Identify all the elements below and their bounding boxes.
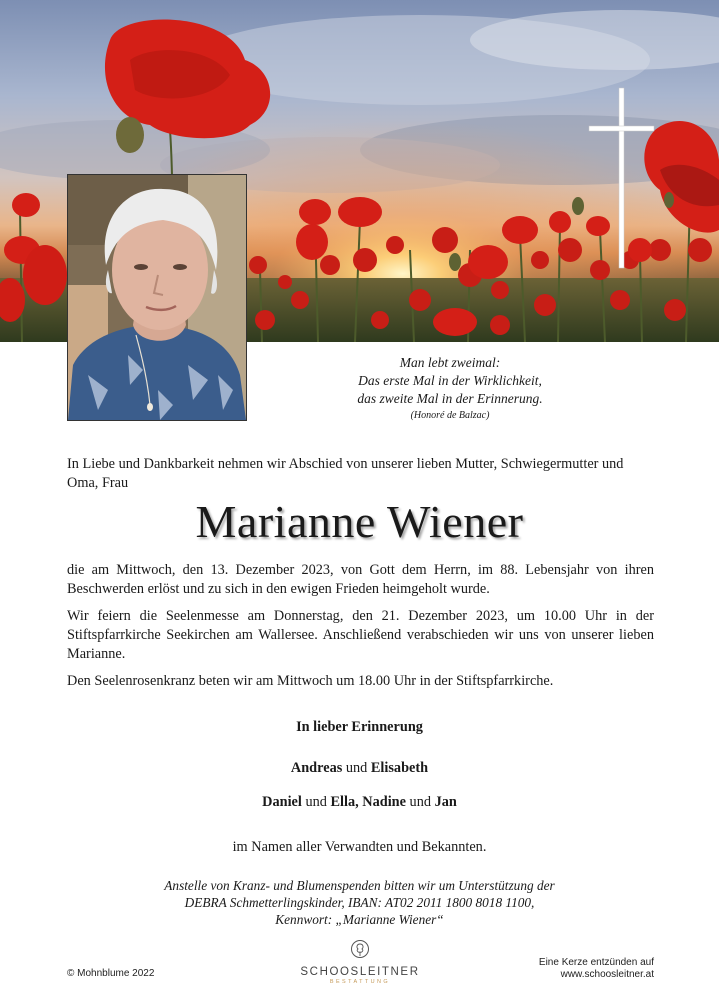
portrait-photo [67,174,247,421]
donation-notice [0,877,719,928]
funeral-home-logo [300,939,420,985]
mourners-line-children [0,759,719,778]
logo-sub-text: BESTATTUNG [329,979,391,985]
mourner-name: Daniel [262,794,302,810]
mourners-closing: im Namen aller Verwandten und Bekannten. [232,839,487,855]
donation-line: Anstelle von Kranz- und Blumenspenden bitten wir um Unterstützung der [164,878,555,893]
donation-line: Kennwort: „Marianne Wiener“ [275,912,444,927]
intro-text: In Liebe und Dankbarkeit nehmen wir Abschied von unserer lieben Mutter, Schwiegermutter und Oma, Frau [67,456,624,491]
conjunction: und [345,760,368,776]
candle-link-block [539,957,654,981]
conjunction: und [305,794,327,810]
mourner-name: Andreas [290,760,343,776]
rosary-notice-text: Den Seelenrosenkranz beten wir am Mittwoch um 18.00 Uhr in der Stiftspfarrkirche. [67,673,554,689]
mourner-name: Jan [434,794,457,810]
mourner-name: Nadine [362,794,406,810]
conjunction: und [409,794,431,810]
death-notice-text: die am Mittwoch, den 13. Dezember 2023, von Gott dem Herrn, im 88. Lebensjahr von ihren Beschwerden erlöst und zu sich in den ewigen Frieden heimgeholt wurde. [67,562,654,597]
quote-line: Das erste Mal in der Wirklichkeit, [358,373,542,388]
mourner-name: Ella, [330,794,359,810]
quote-line: das zweite Mal in der Erinnerung. [357,391,543,406]
rose-logo-icon [350,939,370,959]
deceased-name: Marianne Wiener [195,496,524,547]
logo-brand-text: SCHOOSLEITNER [300,966,420,978]
website-link[interactable]: www.schoosleitner.at [560,969,654,980]
quote-author: (Honoré de Balzac) [410,410,490,421]
copyright-text: © Mohnblume 2022 [67,968,155,979]
mourners-line-grandchildren [0,793,719,812]
remembrance-heading: In lieber Erinnerung [296,719,423,735]
donation-line: DEBRA Schmetterlingskinder, IBAN: AT02 2011 1800 8018 1100, [184,895,535,910]
mass-notice-text: Wir feiern die Seelenmesse am Donnerstag, den 21. Dezember 2023, um 10.00 Uhr in der Stiftspfarrkirche Seekirchen am Wallersee. Anschließend verabschieden wir uns von unserer lieben Marianne. [67,608,654,662]
memorial-quote [330,354,570,423]
candle-text: Eine Kerze entzünden auf [538,957,654,968]
quote-line: Man lebt zweimal: [399,355,501,370]
portrait-illustration [68,175,246,420]
mourner-name: Elisabeth [370,760,429,776]
